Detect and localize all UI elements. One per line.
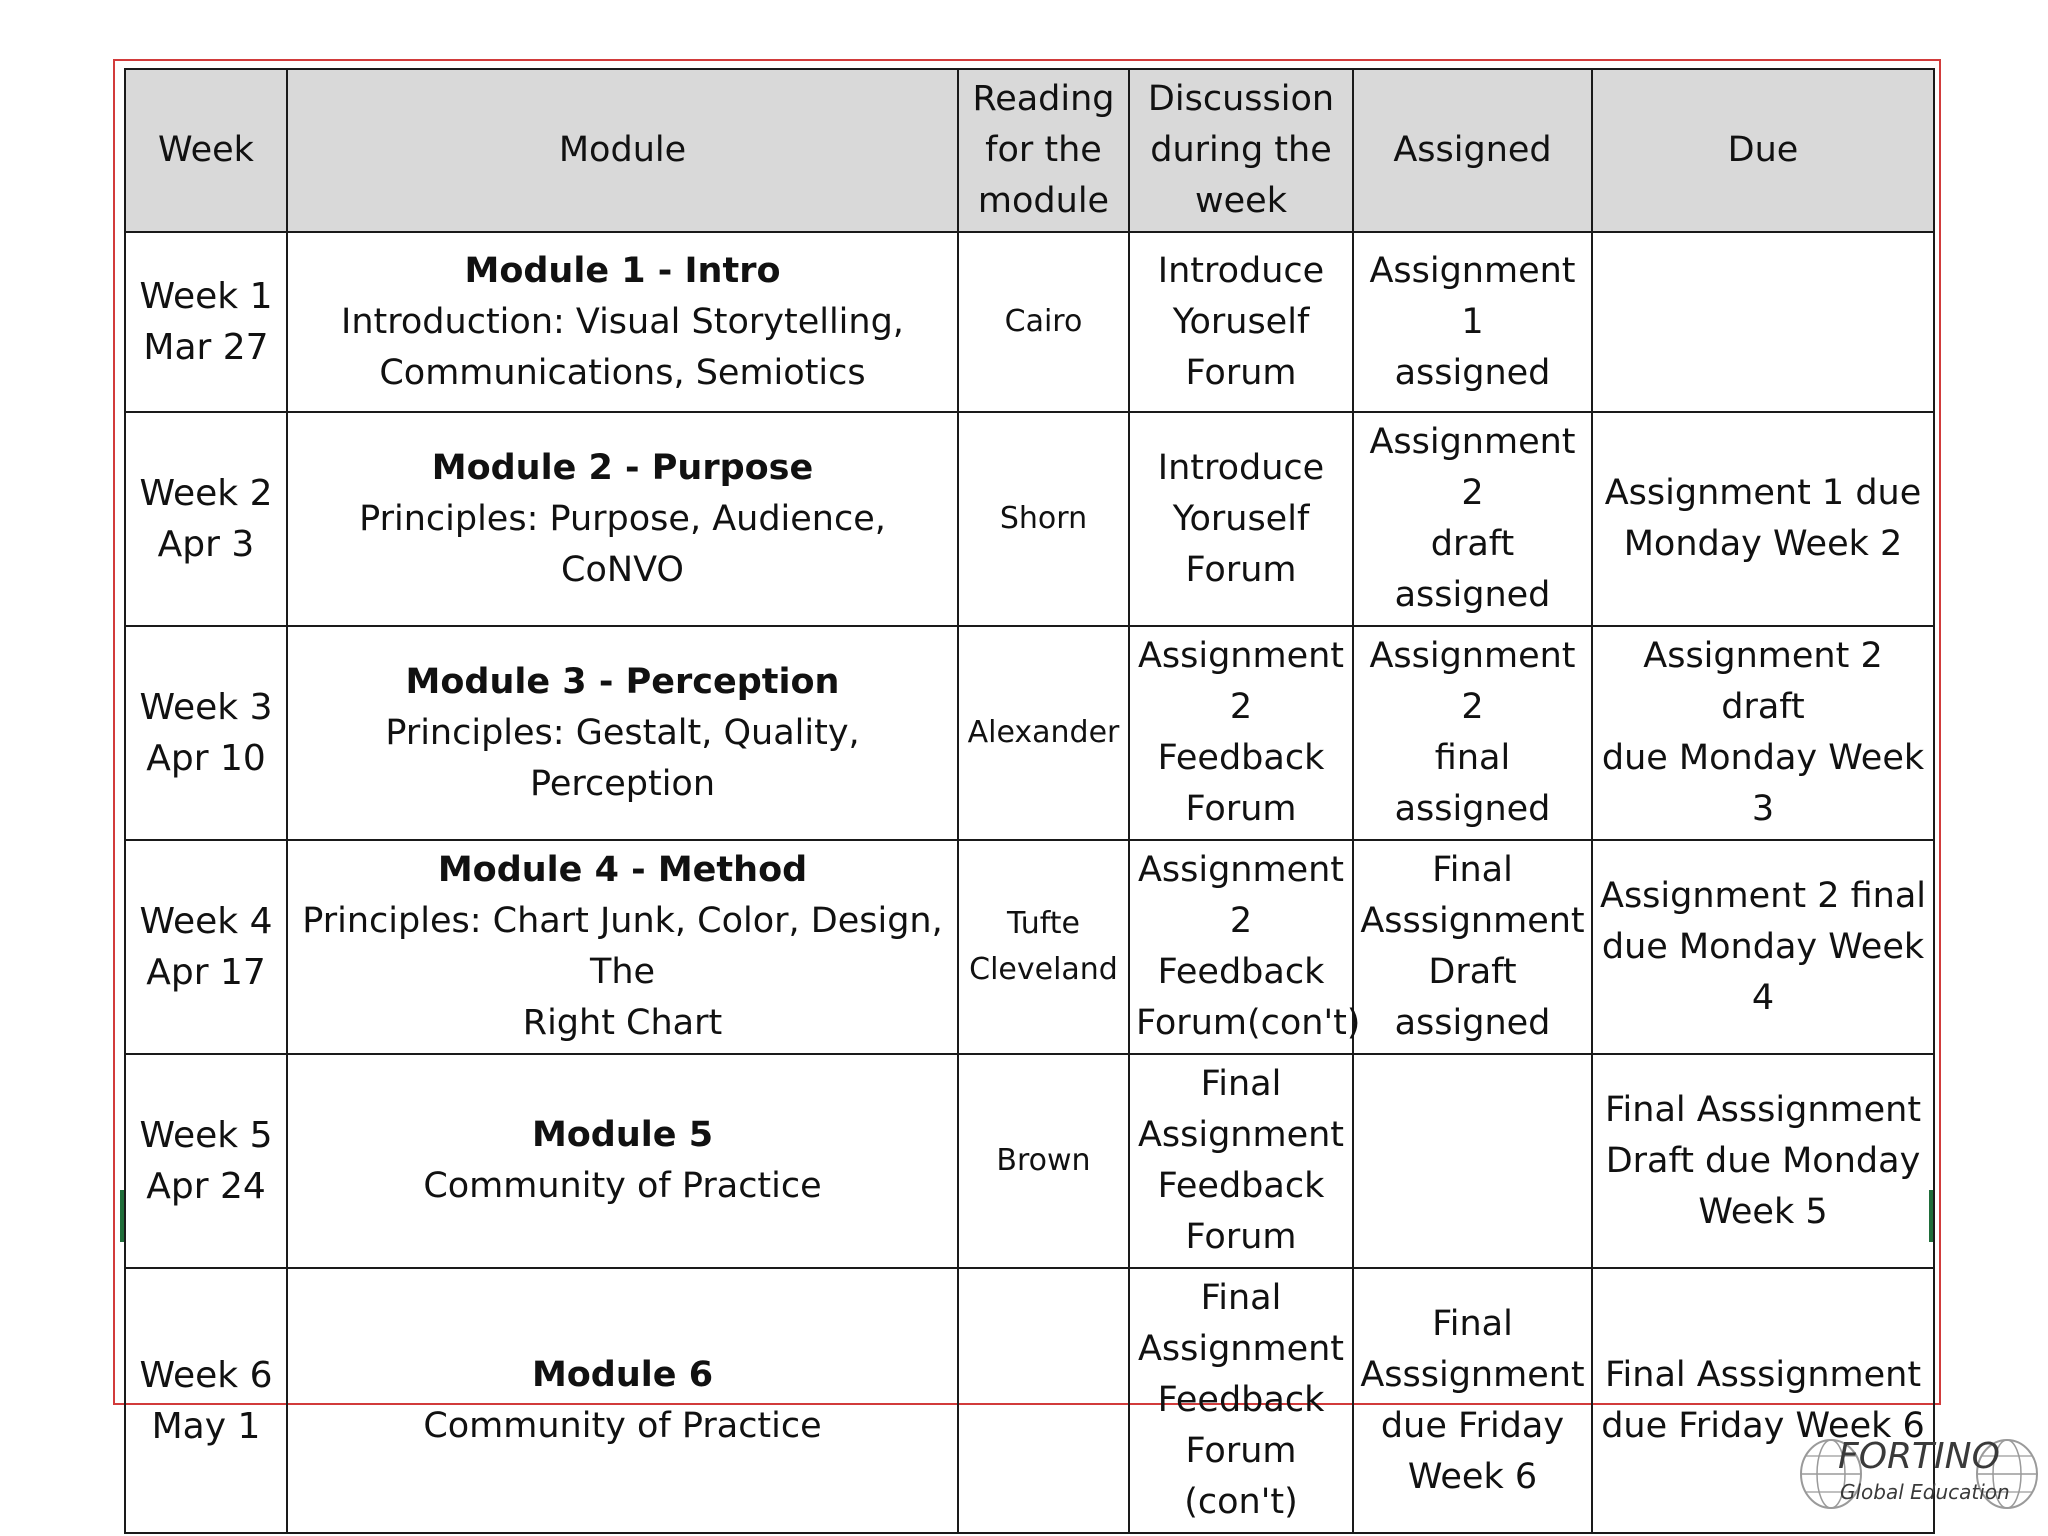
due-cell [1592,626,1934,840]
due-cell [1592,840,1934,1054]
discussion-cell-line: Forum [1185,549,1297,590]
module-title: Module 1 [464,250,646,291]
module-heading [294,1350,951,1401]
assigned-cell-line: Asssignment [1360,901,1585,941]
module-title: Module 4 [437,850,619,890]
week-label: Week 5 [139,1115,273,1156]
due-cell-line: Final Asssignment [1604,1089,1922,1130]
module-cell [287,1268,958,1533]
due-cell-line: Monday Week 2 [1623,524,1903,564]
module-title: Module 3 [405,661,587,702]
week-cell [125,626,287,840]
reading-cell-line: Brown [996,1143,1091,1178]
due-cell-line: Assignment 2 draft [1643,636,1883,727]
due-cell [1592,232,1934,412]
schedule-body [125,232,1934,1533]
due-cell-line: Draft due Monday [1605,1140,1921,1181]
assigned-cell [1353,232,1592,412]
table-row [125,1054,1934,1268]
discussion-cell-line: Yoruself [1172,498,1310,539]
discussion-cell [1129,232,1353,412]
module-description: Introduction: Visual Storytelling, [341,301,904,342]
module-description: Principles: Gestalt, Quality, Perception [385,712,860,804]
module-heading [294,246,951,297]
reading-cell [958,412,1129,626]
discussion-cell-line: Final [1200,1278,1282,1318]
assigned-cell-line: Asssignment [1360,1354,1585,1395]
assigned-cell-line: Final [1432,850,1513,890]
header-reading: Reading for the module [958,69,1129,232]
module-subtitle: - Purpose [612,447,814,488]
discussion-cell-line: Feedback [1157,1380,1325,1420]
discussion-cell [1129,626,1353,840]
discussion-cell-line: Forum [1185,789,1297,829]
week-label: Week 2 [139,473,273,514]
week-label: Week 3 [139,687,273,728]
reading-cell-line: Cairo [1004,304,1083,339]
assigned-cell-line: Assignment 2 [1369,422,1576,513]
discussion-cell-line: Assignment 2 [1137,850,1345,941]
discussion-cell-line: Feedback [1157,738,1325,778]
discussion-cell-line: Feedback [1157,952,1325,992]
discussion-cell-line: Assignment [1137,1115,1345,1155]
module-cell [287,232,958,412]
header-due: Due [1592,69,1934,232]
discussion-cell [1129,1268,1353,1533]
module-cell [287,840,958,1054]
module-subtitle: - Method [618,850,808,890]
assigned-cell [1353,626,1592,840]
header-assigned: Assigned [1353,69,1592,232]
reading-cell [958,1054,1129,1268]
due-cell-line: Final Asssignment [1604,1354,1922,1395]
module-heading [294,1110,951,1161]
due-cell-line: due Monday Week 4 [1601,926,1925,1018]
assigned-cell-line: Final [1432,1303,1513,1344]
module-cell [287,1054,958,1268]
discussion-cell-line: Forum(con't) [1136,1003,1361,1043]
due-cell-line: Assignment 1 due [1604,473,1922,513]
week-date: May 1 [151,1405,261,1447]
discussion-cell [1129,1054,1353,1268]
table-row [125,232,1934,412]
discussion-cell-line: Assignment [1137,1329,1345,1369]
assigned-cell [1353,1268,1592,1533]
discussion-cell-line: Assignment 2 [1137,636,1345,727]
discussion-cell-line: Forum [1185,1217,1297,1257]
assigned-cell [1353,840,1592,1054]
assigned-cell-line: Draft assigned [1394,952,1551,1043]
due-cell-line: due Monday Week 3 [1601,738,1925,829]
module-subtitle: - Perception [586,661,840,702]
schedule-table [124,68,1935,1534]
logo-name: FORTINO [1838,1436,2000,1477]
table-row [125,840,1934,1054]
due-cell [1592,412,1934,626]
week-cell [125,232,287,412]
module-description: Principles: Purpose, Audience, CoNVO [359,498,886,590]
assigned-cell-line: due Friday [1380,1405,1565,1446]
assigned-cell-line: Assignment 1 [1369,250,1576,342]
module-description: Community of Practice [423,1166,822,1206]
week-date: Apr 3 [157,524,255,565]
module-cell [287,412,958,626]
module-cell [287,626,958,840]
reading-cell-line: Alexander [967,715,1120,750]
week-label: Week 4 [139,901,273,942]
fortino-logo [1796,1436,2040,1512]
module-title: Module 2 [431,447,613,488]
reading-cell-line: Cleveland [969,952,1118,987]
table-row [125,412,1934,626]
discussion-cell [1129,412,1353,626]
module-description: Community of Practice [423,1405,822,1446]
due-cell-line: due Friday Week 6 [1601,1405,1925,1446]
discussion-cell-line: Feedback [1157,1166,1325,1206]
reading-cell [958,626,1129,840]
reading-cell [958,840,1129,1054]
table-row [125,626,1934,840]
assigned-cell [1353,412,1592,626]
reading-cell-line: Shorn [999,501,1088,536]
week-cell [125,1268,287,1533]
assigned-cell-line: final assigned [1394,738,1551,829]
week-date: Apr 10 [146,738,266,779]
assigned-cell [1353,1054,1592,1268]
week-date: Mar 27 [143,327,269,368]
assigned-cell-line: Week 6 [1407,1456,1538,1497]
week-cell [125,840,287,1054]
week-date: Apr 24 [146,1166,266,1207]
week-label: Week 6 [139,1354,273,1396]
discussion-cell-line: Final [1200,1064,1282,1104]
selection-mark-left [120,1190,124,1242]
module-heading [294,443,951,494]
module-description: Communications, Semiotics [379,352,866,393]
discussion-cell-line: Introduce [1157,250,1325,291]
due-cell-line: Week 5 [1698,1191,1828,1232]
discussion-cell-line: Forum [1185,352,1297,393]
header-row [125,69,1934,232]
module-subtitle: - Intro [645,250,781,291]
week-label: Week 1 [139,276,273,317]
header-module: Module [287,69,958,232]
module-title: Module 6 [531,1354,714,1395]
assigned-cell-line: assigned [1394,352,1551,393]
week-cell [125,412,287,626]
module-heading [294,657,951,708]
assigned-cell-line: draft assigned [1394,524,1551,615]
discussion-cell-line: Yoruself [1172,301,1310,342]
week-cell [125,1054,287,1268]
due-cell [1592,1054,1934,1268]
discussion-cell [1129,840,1361,1054]
assigned-cell-line: Assignment 2 [1369,636,1576,727]
discussion-cell-line: Forum (con't) [1184,1431,1298,1522]
week-date: Apr 17 [146,952,266,993]
reading-cell-line: Tufte [1006,906,1081,941]
reading-cell [958,1268,1129,1533]
header-week: Week [125,69,287,232]
discussion-cell-line: Introduce [1157,447,1325,488]
table-row [125,1268,1934,1533]
logo-tagline: Global Education [1840,1480,2010,1504]
header-discussion: Discussion during the week [1129,69,1353,232]
module-description: Principles: Chart Junk, Color, Design, The [302,901,943,992]
module-description: Right Chart [522,1003,723,1043]
selection-mark-right [1929,1190,1933,1242]
module-heading [294,845,951,896]
reading-cell [958,232,1129,412]
module-title: Module 5 [531,1115,714,1155]
due-cell-line: Assignment 2 final [1600,875,1926,916]
